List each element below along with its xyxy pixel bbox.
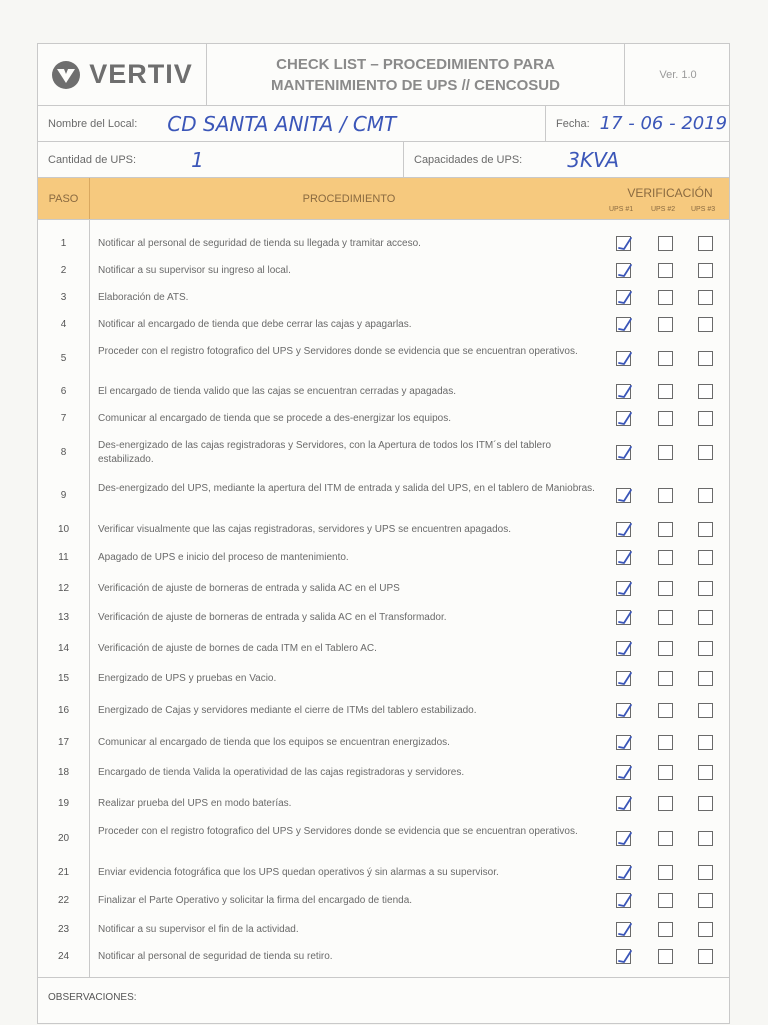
step-text: Verificar visualmente que las cajas registradoras, servidores y UPS se encuentren apagados.: [98, 524, 511, 535]
step-text: Des-energizado del UPS, mediante la apertura del ITM de entrada y salida del UPS, en el tablero de Maniobras.: [98, 483, 595, 494]
form-title: [207, 44, 625, 105]
ups-info-row: [38, 142, 729, 178]
qty-value[interactable]: 1: [191, 147, 204, 172]
step-text: Verificación de ajuste de bornes de cada ITM en el Tablero AC.: [98, 643, 377, 654]
check-mark-icon: [616, 410, 634, 428]
step-number: 13: [57, 612, 70, 623]
step-number: 17: [57, 737, 70, 748]
step-text: Notificar al encargado de tienda que debe cerrar las cajas y apagarlas.: [98, 319, 412, 330]
check-mark-icon: [616, 316, 634, 334]
ups-1-checkbox[interactable]: [616, 831, 631, 846]
title-line-1: CHECK LIST – PROCEDIMIENTO PARA: [276, 55, 555, 73]
step-number: 10: [57, 524, 70, 535]
capacity-label: Capacidades de UPS:: [414, 153, 523, 166]
ups-3-checkbox[interactable]: [698, 581, 713, 596]
ups-2-checkbox[interactable]: [658, 290, 673, 305]
ups-1-checkbox[interactable]: [616, 703, 631, 718]
ups-2-checkbox[interactable]: [658, 384, 673, 399]
check-mark-icon: [616, 580, 634, 598]
step-number: 19: [57, 798, 70, 809]
step-number: 1: [60, 238, 67, 249]
check-mark-icon: [616, 444, 634, 462]
check-mark-icon: [616, 289, 634, 307]
local-label: Nombre del Local:: [48, 117, 138, 130]
header-row: [38, 44, 729, 106]
check-mark-icon: [616, 609, 634, 627]
ups-2-checkbox[interactable]: [658, 581, 673, 596]
ups-1-checkbox[interactable]: [616, 922, 631, 937]
col-verification-header: [609, 178, 731, 219]
observations-section: [38, 977, 729, 1025]
ups-3-checkbox[interactable]: [698, 351, 713, 366]
ups-3-header: UPS #3: [691, 206, 716, 213]
check-mark-icon: [616, 795, 634, 813]
col-step-header: PASO: [38, 178, 90, 219]
step-number: 11: [58, 552, 69, 563]
step-number: 14: [57, 643, 70, 654]
ups-1-checkbox[interactable]: [616, 351, 631, 366]
date-label: Fecha:: [556, 117, 590, 130]
ups-2-checkbox[interactable]: [658, 445, 673, 460]
vertiv-logo: [38, 44, 207, 105]
step-text: Realizar prueba del UPS en modo baterías.: [98, 798, 292, 809]
step-text: Notificar a su supervisor el fin de la actividad.: [98, 924, 299, 935]
ups-1-checkbox[interactable]: [616, 384, 631, 399]
ups-3-checkbox[interactable]: [698, 411, 713, 426]
step-text: Encargado de tienda Valida la operatividad de las cajas registradoras y servidores.: [98, 767, 465, 778]
ups-2-checkbox[interactable]: [658, 411, 673, 426]
ups-2-checkbox[interactable]: [658, 351, 673, 366]
ups-1-checkbox[interactable]: [616, 263, 631, 278]
check-mark-icon: [616, 702, 634, 720]
col-procedure-header: PROCEDIMIENTO: [302, 192, 396, 205]
ups-3-checkbox[interactable]: [698, 703, 713, 718]
ups-1-checkbox[interactable]: [616, 317, 631, 332]
ups-2-checkbox[interactable]: [658, 317, 673, 332]
step-text: Energizado de UPS y pruebas en Vacio.: [98, 673, 277, 684]
ups-2-checkbox[interactable]: [658, 703, 673, 718]
check-mark-icon: [616, 521, 634, 539]
check-mark-icon: [616, 734, 634, 752]
ups-1-checkbox[interactable]: [616, 411, 631, 426]
step-number: 24: [57, 951, 70, 962]
check-mark-icon: [616, 670, 634, 688]
ups-1-checkbox[interactable]: [616, 488, 631, 503]
ups-2-checkbox[interactable]: [658, 865, 673, 880]
ups-3-checkbox[interactable]: [698, 922, 713, 937]
step-number: 3: [60, 292, 67, 303]
vertiv-logo-icon: [51, 60, 81, 90]
step-text: Apagado de UPS e inicio del proceso de mantenimiento.: [98, 552, 349, 563]
step-text: Notificar a su supervisor su ingreso al local.: [98, 265, 291, 276]
ups-1-header: UPS #1: [609, 206, 634, 213]
step-number: 5: [60, 353, 67, 364]
check-mark-icon: [616, 383, 634, 401]
ups-3-checkbox[interactable]: [698, 550, 713, 565]
ups-3-checkbox[interactable]: [698, 735, 713, 750]
ups-2-checkbox[interactable]: [658, 641, 673, 656]
ups-1-checkbox[interactable]: [616, 796, 631, 811]
ups-1-checkbox[interactable]: [616, 236, 631, 251]
ups-3-checkbox[interactable]: [698, 445, 713, 460]
step-number: 22: [57, 895, 70, 906]
step-text: Enviar evidencia fotográfica que los UPS quedan operativos ý sin alarmas a su supervisor.: [98, 867, 499, 878]
ups-3-checkbox[interactable]: [698, 949, 713, 964]
ups-3-checkbox[interactable]: [698, 290, 713, 305]
ups-1-checkbox[interactable]: [616, 735, 631, 750]
date-value[interactable]: 17 - 06 - 2019: [599, 113, 728, 134]
check-mark-icon: [616, 262, 634, 280]
ups-3-checkbox[interactable]: [698, 765, 713, 780]
ups-2-checkbox[interactable]: [658, 796, 673, 811]
step-text: Proceder con el registro fotografico del UPS y Servidores donde se evidencia que se encuentran operativos.: [98, 826, 578, 837]
ups-2-checkbox[interactable]: [658, 522, 673, 537]
local-row: [38, 106, 729, 142]
observations-label: OBSERVACIONES:: [48, 992, 137, 1003]
checklist-form: [37, 43, 730, 1024]
step-text: Comunicar al encargado de tienda que los equipos se encuentran energizados.: [98, 737, 450, 748]
ups-1-checkbox[interactable]: [616, 522, 631, 537]
ups-1-checkbox[interactable]: [616, 671, 631, 686]
check-mark-icon: [616, 350, 634, 368]
ups-1-checkbox[interactable]: [616, 581, 631, 596]
step-text: Verificación de ajuste de borneras de entrada y salida AC en el Transformador.: [98, 612, 447, 623]
step-number: 4: [60, 319, 67, 330]
step-text: Energizado de Cajas y servidores mediante el cierre de ITMs del tablero estabilizado.: [98, 705, 477, 716]
step-number: 21: [57, 867, 70, 878]
step-number: 15: [57, 673, 70, 684]
steps-list: [38, 220, 729, 977]
check-mark-icon: [616, 640, 634, 658]
ups-1-checkbox[interactable]: [616, 893, 631, 908]
check-mark-icon: [616, 764, 634, 782]
ups-2-header: UPS #2: [651, 206, 676, 213]
ups-2-checkbox[interactable]: [658, 949, 673, 964]
step-text: Notificar al personal de seguridad de tienda su llegada y tramitar acceso.: [98, 238, 421, 249]
ups-3-checkbox[interactable]: [698, 671, 713, 686]
ups-3-checkbox[interactable]: [698, 610, 713, 625]
step-column-divider: [89, 220, 90, 977]
step-text: Comunicar al encargado de tienda que se procede a des-energizar los equipos.: [98, 413, 452, 424]
ups-3-checkbox[interactable]: [698, 384, 713, 399]
ups-3-checkbox[interactable]: [698, 893, 713, 908]
ups-2-checkbox[interactable]: [658, 671, 673, 686]
ups-3-checkbox[interactable]: [698, 831, 713, 846]
step-number: 8: [60, 447, 67, 458]
version-label: Ver. 1.0: [659, 68, 697, 81]
step-text: El encargado de tienda valido que las cajas se encuentran cerradas y apagadas.: [98, 386, 457, 397]
step-text: Finalizar el Parte Operativo y solicitar la firma del encargado de tienda.: [98, 895, 413, 906]
ups-3-checkbox[interactable]: [698, 488, 713, 503]
ups-2-checkbox[interactable]: [658, 735, 673, 750]
ups-2-checkbox[interactable]: [658, 765, 673, 780]
step-text: Verificación de ajuste de borneras de entrada y salida AC en el UPS: [98, 583, 400, 594]
check-mark-icon: [616, 948, 634, 966]
step-number: 16: [57, 705, 70, 716]
ups-1-checkbox[interactable]: [616, 865, 631, 880]
ups-3-checkbox[interactable]: [698, 865, 713, 880]
step-number: 6: [60, 386, 67, 397]
ups-2-checkbox[interactable]: [658, 610, 673, 625]
check-mark-icon: [616, 892, 634, 910]
step-number: 2: [60, 265, 67, 276]
verification-title: VERIFICACIÓN: [627, 186, 713, 200]
ups-1-checkbox[interactable]: [616, 290, 631, 305]
check-mark-icon: [616, 549, 634, 567]
ups-1-checkbox[interactable]: [616, 445, 631, 460]
step-number: 18: [57, 767, 70, 778]
step-text: Proceder con el registro fotografico del UPS y Servidores donde se evidencia que se encuentran operativos.: [98, 346, 578, 357]
check-mark-icon: [616, 487, 634, 505]
capacity-value[interactable]: 3KVA: [567, 147, 620, 172]
ups-1-checkbox[interactable]: [616, 550, 631, 565]
local-value[interactable]: CD SANTA ANITA / CMT: [167, 111, 397, 136]
step-text: Notificar al personal de seguridad de tienda su retiro.: [98, 951, 333, 962]
ups-2-checkbox[interactable]: [658, 236, 673, 251]
ups-3-checkbox[interactable]: [698, 317, 713, 332]
ups-2-checkbox[interactable]: [658, 263, 673, 278]
step-number: 7: [60, 413, 67, 424]
ups-2-checkbox[interactable]: [658, 893, 673, 908]
ups-1-checkbox[interactable]: [616, 765, 631, 780]
qty-label: Cantidad de UPS:: [48, 153, 137, 166]
ups-2-checkbox[interactable]: [658, 488, 673, 503]
ups-3-checkbox[interactable]: [698, 796, 713, 811]
ups-2-checkbox[interactable]: [658, 922, 673, 937]
check-mark-icon: [616, 921, 634, 939]
ups-1-checkbox[interactable]: [616, 610, 631, 625]
step-text: Des-energizado de las cajas registradoras y Servidores, con la Apertura de todos los ITM´s del tablero estabilizado.: [98, 440, 552, 465]
title-line-2: MANTENIMIENTO DE UPS // CENCOSUD: [271, 76, 560, 94]
ups-3-checkbox[interactable]: [698, 263, 713, 278]
logo-text: VERTIV: [89, 59, 193, 89]
check-mark-icon: [616, 235, 634, 253]
check-mark-icon: [616, 830, 634, 848]
table-header: [38, 178, 729, 220]
step-number: 23: [57, 924, 70, 935]
step-number: 12: [57, 583, 70, 594]
ups-2-checkbox[interactable]: [658, 831, 673, 846]
step-number: 9: [60, 490, 67, 501]
ups-3-checkbox[interactable]: [698, 236, 713, 251]
ups-3-checkbox[interactable]: [698, 641, 713, 656]
check-mark-icon: [616, 864, 634, 882]
ups-1-checkbox[interactable]: [616, 641, 631, 656]
ups-3-checkbox[interactable]: [698, 522, 713, 537]
step-number: 20: [57, 833, 70, 844]
step-text: Elaboración de ATS.: [98, 292, 189, 303]
ups-2-checkbox[interactable]: [658, 550, 673, 565]
ups-1-checkbox[interactable]: [616, 949, 631, 964]
